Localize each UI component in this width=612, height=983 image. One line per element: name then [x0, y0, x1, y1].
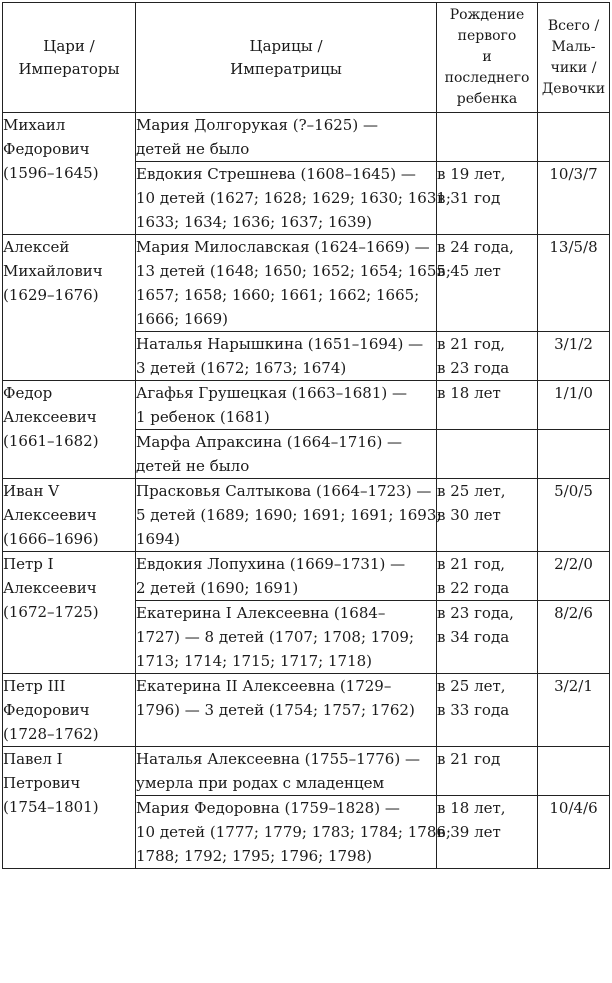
tsarina-text-line: 3 детей (1672; 1673; 1674): [136, 359, 347, 377]
tsar-name-line: (1666–1696): [3, 530, 99, 548]
tsar-name-line: (1754–1801): [3, 798, 99, 816]
tsarina-text-line: Екатерина II Алексеевна (1729–: [136, 677, 392, 695]
children-count-value: 3/1/2: [554, 335, 593, 353]
children-count-cell: [538, 381, 610, 430]
tsarina-text-line: 1694): [136, 530, 181, 548]
birth-age-cell: [437, 552, 538, 601]
header-total-line: Девочки: [541, 80, 606, 97]
header-birth-line: ребенка: [456, 91, 518, 107]
tsar-name-line: Павел I: [3, 750, 63, 768]
tsar-name-line: Федорович: [3, 701, 90, 719]
tsarina-text-line: Марфа Апраксина (1664–1716) —: [136, 433, 403, 451]
tsar-name-line: (1672–1725): [3, 603, 99, 621]
header-birth-line: и: [482, 49, 492, 65]
tsar-name-cell: [3, 552, 136, 674]
tsar-name-cell: [3, 674, 136, 747]
header-birth: [437, 3, 538, 113]
tsarina-cell: [136, 674, 437, 747]
tsar-name-line: Алексеевич: [3, 579, 97, 597]
header-tsarinas: [136, 3, 437, 113]
tsarina-text-line: 13 детей (1648; 1650; 1652; 1654; 1655;: [136, 262, 451, 280]
table-row: [3, 747, 610, 796]
tsar-name-line: (1596–1645): [3, 164, 99, 182]
tsarina-text-line: Агафья Грушецкая (1663–1681) —: [136, 384, 407, 402]
tsarina-cell: [136, 479, 442, 552]
birth-age-cell: [437, 601, 538, 674]
children-count-value: 5/0/5: [554, 482, 593, 500]
tsarina-text-line: 2 детей (1690; 1691): [136, 579, 299, 597]
tsar-name-cell: [3, 381, 136, 479]
children-count-value: 13/5/8: [549, 238, 598, 256]
children-count-cell: [538, 430, 610, 479]
birth-age-cell: [437, 332, 538, 381]
tsar-name-cell: [3, 747, 136, 869]
header-tsars-line: Императоры: [18, 59, 120, 78]
tsar-name-cell: [3, 479, 136, 552]
tsarina-text-line: детей не было: [136, 140, 250, 158]
tsars-children-table: [2, 2, 610, 869]
header-tsars: [3, 3, 136, 113]
tsar-name-cell: [3, 113, 136, 235]
birth-age-line: в 30 лет: [437, 506, 501, 524]
header-total-line: Маль-: [551, 38, 596, 55]
tsar-name-line: Алексеевич: [3, 408, 97, 426]
tsarina-cell: [136, 235, 451, 332]
tsarina-cell: [136, 430, 437, 479]
header-tsars-line: Цари /: [43, 36, 95, 55]
children-count-cell: [538, 552, 610, 601]
table-row: [3, 674, 610, 747]
children-count-value: 8/2/6: [554, 604, 593, 622]
tsarina-text-line: 1713; 1714; 1715; 1717; 1718): [136, 652, 373, 670]
tsarina-cell: [136, 381, 437, 430]
tsar-name-line: Михаил: [3, 116, 66, 134]
children-count-cell: [538, 747, 610, 796]
tsarina-text-line: Прасковья Салтыкова (1664–1723) —: [136, 482, 432, 500]
header-birth-line: последнего: [444, 70, 530, 86]
tsarina-cell: [136, 113, 437, 162]
table-row: [3, 381, 610, 430]
birth-age-line: в 21 год,: [437, 335, 505, 353]
tsarina-text-line: Евдокия Лопухина (1669–1731) —: [136, 555, 406, 573]
header-row: [3, 3, 610, 113]
tsarina-text-line: Екатерина I Алексеевна (1684–: [136, 604, 386, 622]
children-count-cell: [538, 479, 610, 552]
birth-age-line: в 24 года,: [437, 238, 514, 256]
header-tsarinas-line: Царицы /: [249, 36, 323, 55]
tsar-name-line: Алексей: [3, 238, 70, 256]
birth-age-cell: [437, 162, 538, 235]
children-count-cell: [538, 113, 610, 162]
children-count-cell: [538, 674, 610, 747]
tsarina-cell: [136, 796, 451, 869]
tsarina-text-line: Наталья Нарышкина (1651–1694) —: [136, 335, 424, 353]
tsar-name-line: Петр I: [3, 555, 54, 573]
tsarina-text-line: 1633; 1634; 1636; 1637; 1639): [136, 213, 373, 231]
table-row: [3, 479, 610, 552]
birth-age-line: в 31 год: [437, 189, 501, 207]
birth-age-line: в 21 год: [437, 750, 501, 768]
birth-age-line: в 18 лет: [437, 384, 501, 402]
header-birth-line: Рождение: [449, 7, 525, 23]
birth-age-line: в 23 года: [437, 359, 510, 377]
birth-age-line: в 39 лет: [437, 823, 501, 841]
birth-age-cell: [437, 674, 538, 747]
tsar-name-line: Федорович: [3, 140, 90, 158]
tsar-name-line: Алексеевич: [3, 506, 97, 524]
header-tsarinas-line: Императрицы: [230, 59, 342, 78]
header-total-line: Всего /: [547, 17, 600, 34]
tsar-name-line: Михайлович: [3, 262, 103, 280]
tsarina-text-line: 1657; 1658; 1660; 1661; 1662; 1665;: [136, 286, 420, 304]
tsarina-text-line: детей не было: [136, 457, 250, 475]
header-total-line: чики /: [550, 59, 597, 76]
children-count-value: 2/2/0: [554, 555, 593, 573]
birth-age-line: в 34 года: [437, 628, 510, 646]
birth-age-cell: [437, 747, 538, 796]
tsar-name-line: (1728–1762): [3, 725, 99, 743]
birth-age-line: в 25 лет,: [437, 677, 506, 695]
tsarina-text-line: 10 детей (1777; 1779; 1783; 1784; 1786;: [136, 823, 451, 841]
tsarina-cell: [136, 552, 437, 601]
tsarina-text-line: 1727) — 8 детей (1707; 1708; 1709;: [136, 628, 414, 646]
birth-age-line: в 19 лет,: [437, 165, 506, 183]
birth-age-line: в 18 лет,: [437, 799, 506, 817]
tsarina-text-line: Евдокия Стрешнева (1608–1645) —: [136, 165, 416, 183]
birth-age-cell: [437, 796, 538, 869]
children-count-cell: [538, 796, 610, 869]
tsarina-cell: [136, 162, 451, 235]
birth-age-cell: [437, 235, 538, 332]
tsar-name-line: (1629–1676): [3, 286, 99, 304]
tsarina-text-line: Мария Милославская (1624–1669) —: [136, 238, 430, 256]
tsar-name-line: (1661–1682): [3, 432, 99, 450]
birth-age-line: в 23 года,: [437, 604, 514, 622]
children-count-value: 10/3/7: [549, 165, 598, 183]
tsarina-text-line: 1666; 1669): [136, 310, 229, 328]
table-row: [3, 552, 610, 601]
birth-age-line: в 45 лет: [437, 262, 501, 280]
tsar-name-line: Иван V: [3, 482, 60, 500]
tsarina-text-line: умерла при родах с младенцем: [136, 774, 385, 792]
birth-age-cell: [437, 479, 538, 552]
children-count-value: 1/1/0: [554, 384, 593, 402]
children-count-cell: [538, 162, 610, 235]
children-count-value: 10/4/6: [549, 799, 598, 817]
tsar-name-cell: [3, 235, 136, 381]
children-count-cell: [538, 601, 610, 674]
birth-age-line: в 21 год,: [437, 555, 505, 573]
tsarina-text-line: 1788; 1792; 1795; 1796; 1798): [136, 847, 373, 865]
tsar-name-line: Петрович: [3, 774, 81, 792]
children-count-value: 3/2/1: [554, 677, 593, 695]
tsarina-text-line: 1796) — 3 детей (1754; 1757; 1762): [136, 701, 415, 719]
birth-age-cell: [437, 430, 538, 479]
birth-age-line: в 25 лет,: [437, 482, 506, 500]
tsarina-cell: [136, 747, 437, 796]
tsar-name-line: Федор: [3, 384, 53, 402]
children-count-cell: [538, 332, 610, 381]
birth-age-cell: [437, 113, 538, 162]
header-birth-line: первого: [457, 28, 517, 44]
tsarina-text-line: 1 ребенок (1681): [136, 408, 270, 426]
children-count-cell: [538, 235, 610, 332]
birth-age-line: в 22 года: [437, 579, 510, 597]
birth-age-line: в 33 года: [437, 701, 510, 719]
table-body: [3, 113, 610, 869]
tsarina-cell: [136, 332, 437, 381]
tsarina-text-line: 5 детей (1689; 1690; 1691; 1691; 1693;: [136, 506, 442, 524]
tsarina-text-line: Мария Долгорукая (?–1625) —: [136, 116, 378, 134]
tsarina-text-line: Наталья Алексеевна (1755–1776) —: [136, 750, 420, 768]
tsarina-text-line: 10 детей (1627; 1628; 1629; 1630; 1631;: [136, 189, 451, 207]
birth-age-cell: [437, 381, 538, 430]
tsarina-cell: [136, 601, 437, 674]
header-total: [538, 3, 610, 113]
table-row: [3, 113, 610, 162]
tsarina-text-line: Мария Федоровна (1759–1828) —: [136, 799, 400, 817]
tsar-name-line: Петр III: [3, 677, 66, 695]
table-row: [3, 235, 610, 332]
